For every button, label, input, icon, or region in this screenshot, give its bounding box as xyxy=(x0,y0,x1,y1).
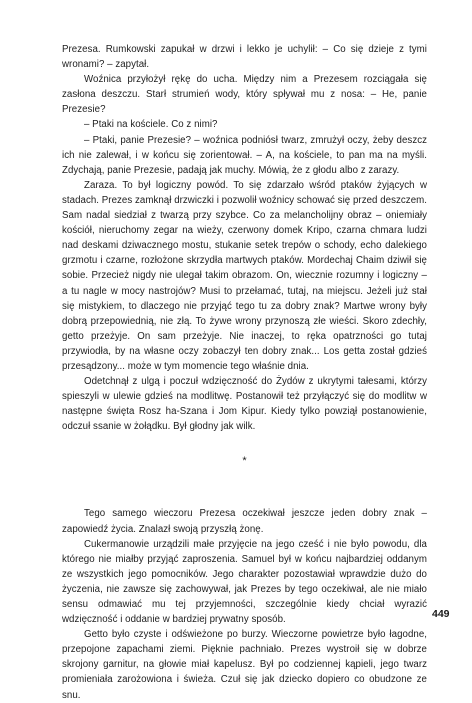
paragraph: Cukermanowie urządzili małe przyjęcie na jego cześć i nie było powodu, dla którego nie miałby przyjąć zaproszenia. Samuel był w końcu najbardziej oddanym ze wszystkich jego pomocników. Jego charakter pozostawiał wprawdzie dużo do życzenia, nie zawsze się zachowywał, jak Prezes by tego oczekiwał, ale nie miało sensu odmawiać mu tej przyjemności, szczególnie kiedy chciał wyrazić wdzięczność i oddanie w bardziej prywatny sposób. xyxy=(62,538,427,626)
page-number: 449 xyxy=(432,608,450,620)
paragraph: Getto było czyste i odświeżone po burzy. Wieczorne powietrze było łagodne, przepojone zapachami ziemi. Pięknie pachniało. Prezes wystroił się w dobrze skrojony garnitur, na głowie miał kapelusz. Był po codziennej kąpieli, jego twarz promieniała zarożowiona i świeża. Czuł się jak dziecko dopiero co obudzone ze snu. xyxy=(62,629,427,701)
paragraph: Woźnica przyłożył rękę do ucha. Między nim a Prezesem rozciągała się zasłona deszczu. Starł strumień wody, który spływał mu z nosa: – He, panie Prezesie? xyxy=(62,74,427,116)
paragraph: – Ptaki na kościele. Co z nimi? xyxy=(84,119,218,131)
paragraph: Tego samego wieczoru Prezesa oczekiwał jeszcze jeden dobry znak – zapowiedź życia. Znalazł swoją przyszłą żonę. xyxy=(62,508,427,535)
paragraph: – Ptaki, panie Prezesie? – woźnica podniósł twarz, zmrużył oczy, żeby deszcz ich nie zalewał, i w końcu się zorientował. – A, na kościele, to pan ma na myśli. Zdychają, panie Prezesie, padają jak muchy. Mówią, że z głodu albo z zarazy. xyxy=(62,134,427,176)
text-column xyxy=(62,42,427,703)
section-separator: * xyxy=(242,455,247,468)
paragraph: Zaraza. To był logiczny powód. To się zdarzało wśród ptaków żyjących w stadach. Prezes zamknął drzwiczki i pozwolił woźnicy schować się przed deszczem. Sam nadal siedział z twarzą przy szybce. Co za melancholijny obraz – oniemiały kościół, nieruchomy zegar na wieży, czerwony domek Kripo, czarna chmara ludzi nad deskami dziwacznego mostu, stukanie setek trepów o schody, echo dalekiego grzmotu i czarne, rozłożone skrzydła martwych ptaków. Mordechaj Chaim dziwił się sobie. Przecież nigdy nie ulegał takim obrazom. On, wiecznie rozumny i logiczny – a tu nagle w mocy nastrojów? Musi to przełamać, tutaj, na miejscu. Jeżeli już stał się mistykiem, to dlaczego nie przyjąć tego tu za dobry znak? Martwe wrony były dobrą przepowiednią, nie złą. To żywe wrony przynoszą złe wieści. Skoro zdechły, getto przeżyje. On sam przeżyje. Nie inaczej, to ręka opatrzności go tutaj przywiodła, by na własne oczy zobaczył ten dobry znak... Los getta został gdzieś przesądzony... może w tym momencie tego właśnie dnia. xyxy=(62,179,427,372)
paragraph: Odetchnął z ulgą i poczuł wdzięczność do Żydów z ukrytymi tałesami, którzy spieszyli w ulewie gdzieś na modlitwę. Postanowił też przyłączyć się do modlitw w następne święta Rosz ha-Szana i Jom Kipur. Kiedy tylko powziął postanowienie, odczuł ssanie w żołądku. Był głodny jak wilk. xyxy=(62,376,427,433)
paragraph: Prezesa. Rumkowski zapukał w drzwi i lekko je uchylił: – Co się dzieje z tymi wronami? – zapytał. xyxy=(62,44,427,71)
